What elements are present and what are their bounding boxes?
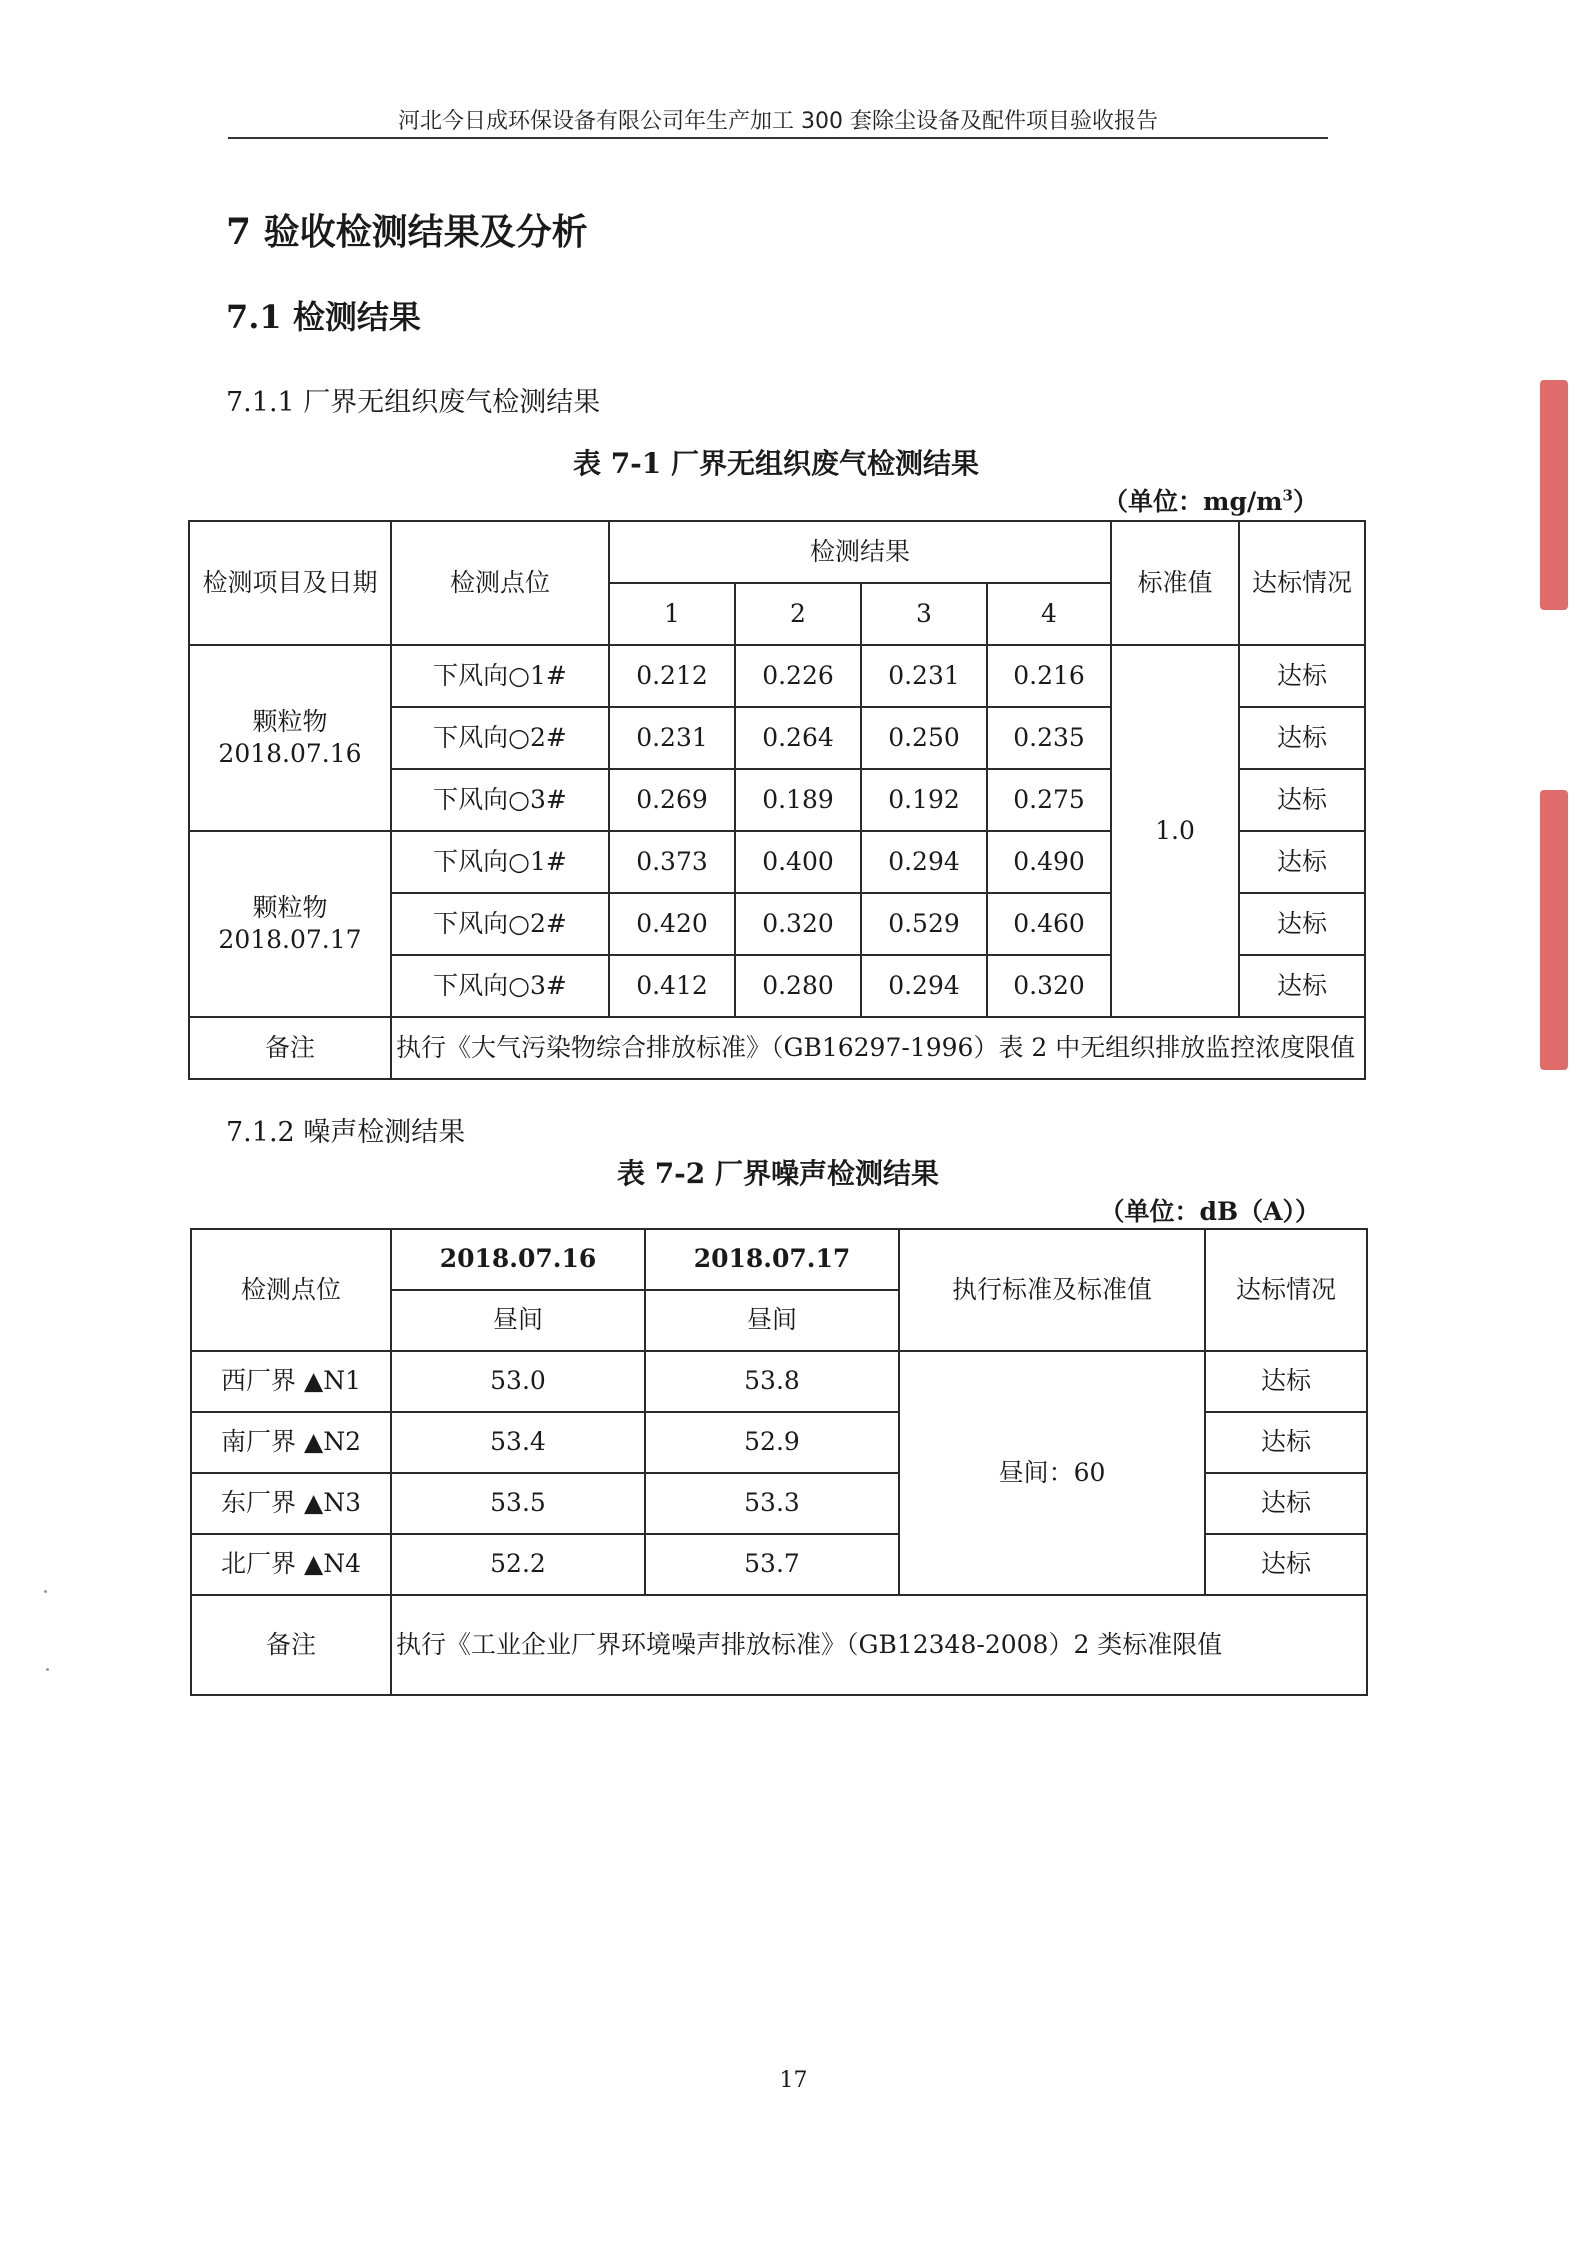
status-cell: 达标 xyxy=(1205,1412,1367,1473)
group-item: 颗粒物 xyxy=(252,706,328,736)
group-item: 颗粒物 xyxy=(252,892,328,922)
value-cell: 0.275 xyxy=(987,769,1111,831)
header-status: 达标情况 xyxy=(1205,1229,1367,1351)
status-cell: 达标 xyxy=(1205,1473,1367,1534)
point-cell: 下风向○3# xyxy=(391,955,609,1017)
group-label-2 xyxy=(189,831,391,1017)
point-cell: 下风向○1# xyxy=(391,831,609,893)
note-text: 执行《大气污染物综合排放标准》（GB16297-1996）表 2 中无组织排放监控浓度限值 xyxy=(391,1017,1365,1079)
value-cell: 0.264 xyxy=(735,707,861,769)
header-item-date: 检测项目及日期 xyxy=(189,521,391,645)
header-standard: 标准值 xyxy=(1111,521,1239,645)
value-cell: 52.9 xyxy=(645,1412,899,1473)
status-cell: 达标 xyxy=(1239,893,1365,955)
point-cell: 北厂界 ▲N4 xyxy=(191,1534,391,1595)
table2-unit: （单位：dB（A）） xyxy=(1099,1197,1320,1226)
subsection-heading-air: 7.1.1 厂界无组织废气检测结果 xyxy=(226,387,601,418)
value-cell: 53.8 xyxy=(645,1351,899,1412)
header-status: 达标情况 xyxy=(1239,521,1365,645)
value-cell: 0.226 xyxy=(735,645,861,707)
table1-unit-prefix: （单位：mg/m xyxy=(1103,487,1283,516)
value-cell: 0.373 xyxy=(609,831,735,893)
header-result: 检测结果 xyxy=(609,521,1111,583)
header-col-3: 3 xyxy=(861,583,987,645)
note-label: 备注 xyxy=(189,1017,391,1079)
value-cell: 0.250 xyxy=(861,707,987,769)
value-cell: 0.235 xyxy=(987,707,1111,769)
point-cell: 下风向○1# xyxy=(391,645,609,707)
point-cell: 下风向○2# xyxy=(391,707,609,769)
value-cell: 0.192 xyxy=(861,769,987,831)
status-cell: 达标 xyxy=(1205,1534,1367,1595)
value-cell: 53.0 xyxy=(391,1351,645,1412)
value-cell: 0.189 xyxy=(735,769,861,831)
status-cell: 达标 xyxy=(1239,645,1365,707)
point-cell: 南厂界 ▲N2 xyxy=(191,1412,391,1473)
value-cell: 0.294 xyxy=(861,831,987,893)
value-cell: 0.216 xyxy=(987,645,1111,707)
value-cell: 0.529 xyxy=(861,893,987,955)
scan-speck xyxy=(46,1668,49,1671)
header-point: 检测点位 xyxy=(191,1229,391,1351)
table-exhaust-results xyxy=(188,520,1366,1080)
seal-fragment-top xyxy=(1540,380,1568,610)
value-cell: 0.490 xyxy=(987,831,1111,893)
status-cell: 达标 xyxy=(1239,707,1365,769)
header-period-2: 昼间 xyxy=(645,1290,899,1351)
value-cell: 53.4 xyxy=(391,1412,645,1473)
table-row xyxy=(191,1351,1367,1412)
standard-value-cell: 昼间：60 xyxy=(899,1351,1205,1595)
status-cell: 达标 xyxy=(1205,1351,1367,1412)
standard-value-cell: 1.0 xyxy=(1111,645,1239,1017)
group-label-1 xyxy=(189,645,391,831)
value-cell: 0.212 xyxy=(609,645,735,707)
table-row-note xyxy=(191,1595,1367,1695)
value-cell: 0.320 xyxy=(987,955,1111,1017)
table-row-note xyxy=(189,1017,1365,1079)
page-header-title: 河北今日成环保设备有限公司年生产加工 300 套除尘设备及配件项目验收报告 xyxy=(398,109,1158,134)
value-cell: 53.3 xyxy=(645,1473,899,1534)
value-cell: 0.420 xyxy=(609,893,735,955)
value-cell: 0.231 xyxy=(609,707,735,769)
chapter-heading: 7 验收检测结果及分析 xyxy=(226,211,588,253)
value-cell: 0.412 xyxy=(609,955,735,1017)
table1-unit-suffix: ） xyxy=(1292,487,1318,516)
group-date: 2018.07.17 xyxy=(218,925,362,954)
value-cell: 0.460 xyxy=(987,893,1111,955)
header-col-4: 4 xyxy=(987,583,1111,645)
value-cell: 0.231 xyxy=(861,645,987,707)
status-cell: 达标 xyxy=(1239,955,1365,1017)
value-cell: 0.400 xyxy=(735,831,861,893)
header-period-1: 昼间 xyxy=(391,1290,645,1351)
table1-caption: 表 7-1 厂界无组织废气检测结果 xyxy=(572,447,980,480)
value-cell: 0.269 xyxy=(609,769,735,831)
header-date-1: 2018.07.16 xyxy=(391,1229,645,1290)
page-number: 17 xyxy=(779,2068,808,2093)
table1-unit-sup: 3 xyxy=(1282,486,1293,505)
group-date: 2018.07.16 xyxy=(218,739,362,768)
seal-fragment-bottom xyxy=(1540,790,1568,1070)
header-standard: 执行标准及标准值 xyxy=(899,1229,1205,1351)
table1-unit xyxy=(188,482,1318,518)
header-col-1: 1 xyxy=(609,583,735,645)
point-cell: 下风向○2# xyxy=(391,893,609,955)
value-cell: 53.7 xyxy=(645,1534,899,1595)
point-cell: 东厂界 ▲N3 xyxy=(191,1473,391,1534)
header-divider xyxy=(228,137,1328,139)
header-date-2: 2018.07.17 xyxy=(645,1229,899,1290)
status-cell: 达标 xyxy=(1239,769,1365,831)
value-cell: 0.294 xyxy=(861,955,987,1017)
value-cell: 0.280 xyxy=(735,955,861,1017)
subsection-heading-noise: 7.1.2 噪声检测结果 xyxy=(226,1117,466,1148)
value-cell: 52.2 xyxy=(391,1534,645,1595)
note-label: 备注 xyxy=(191,1595,391,1695)
status-cell: 达标 xyxy=(1239,831,1365,893)
note-text: 执行《工业企业厂界环境噪声排放标准》（GB12348-2008）2 类标准限值 xyxy=(391,1595,1367,1695)
table-row xyxy=(189,645,1365,707)
table-noise-results xyxy=(190,1228,1368,1696)
point-cell: 西厂界 ▲N1 xyxy=(191,1351,391,1412)
table2-caption: 表 7-2 厂界噪声检测结果 xyxy=(616,1157,940,1190)
point-cell: 下风向○3# xyxy=(391,769,609,831)
value-cell: 0.320 xyxy=(735,893,861,955)
header-point: 检测点位 xyxy=(391,521,609,645)
scan-speck xyxy=(44,1590,47,1593)
section-heading: 7.1 检测结果 xyxy=(226,298,421,336)
header-col-2: 2 xyxy=(735,583,861,645)
value-cell: 53.5 xyxy=(391,1473,645,1534)
